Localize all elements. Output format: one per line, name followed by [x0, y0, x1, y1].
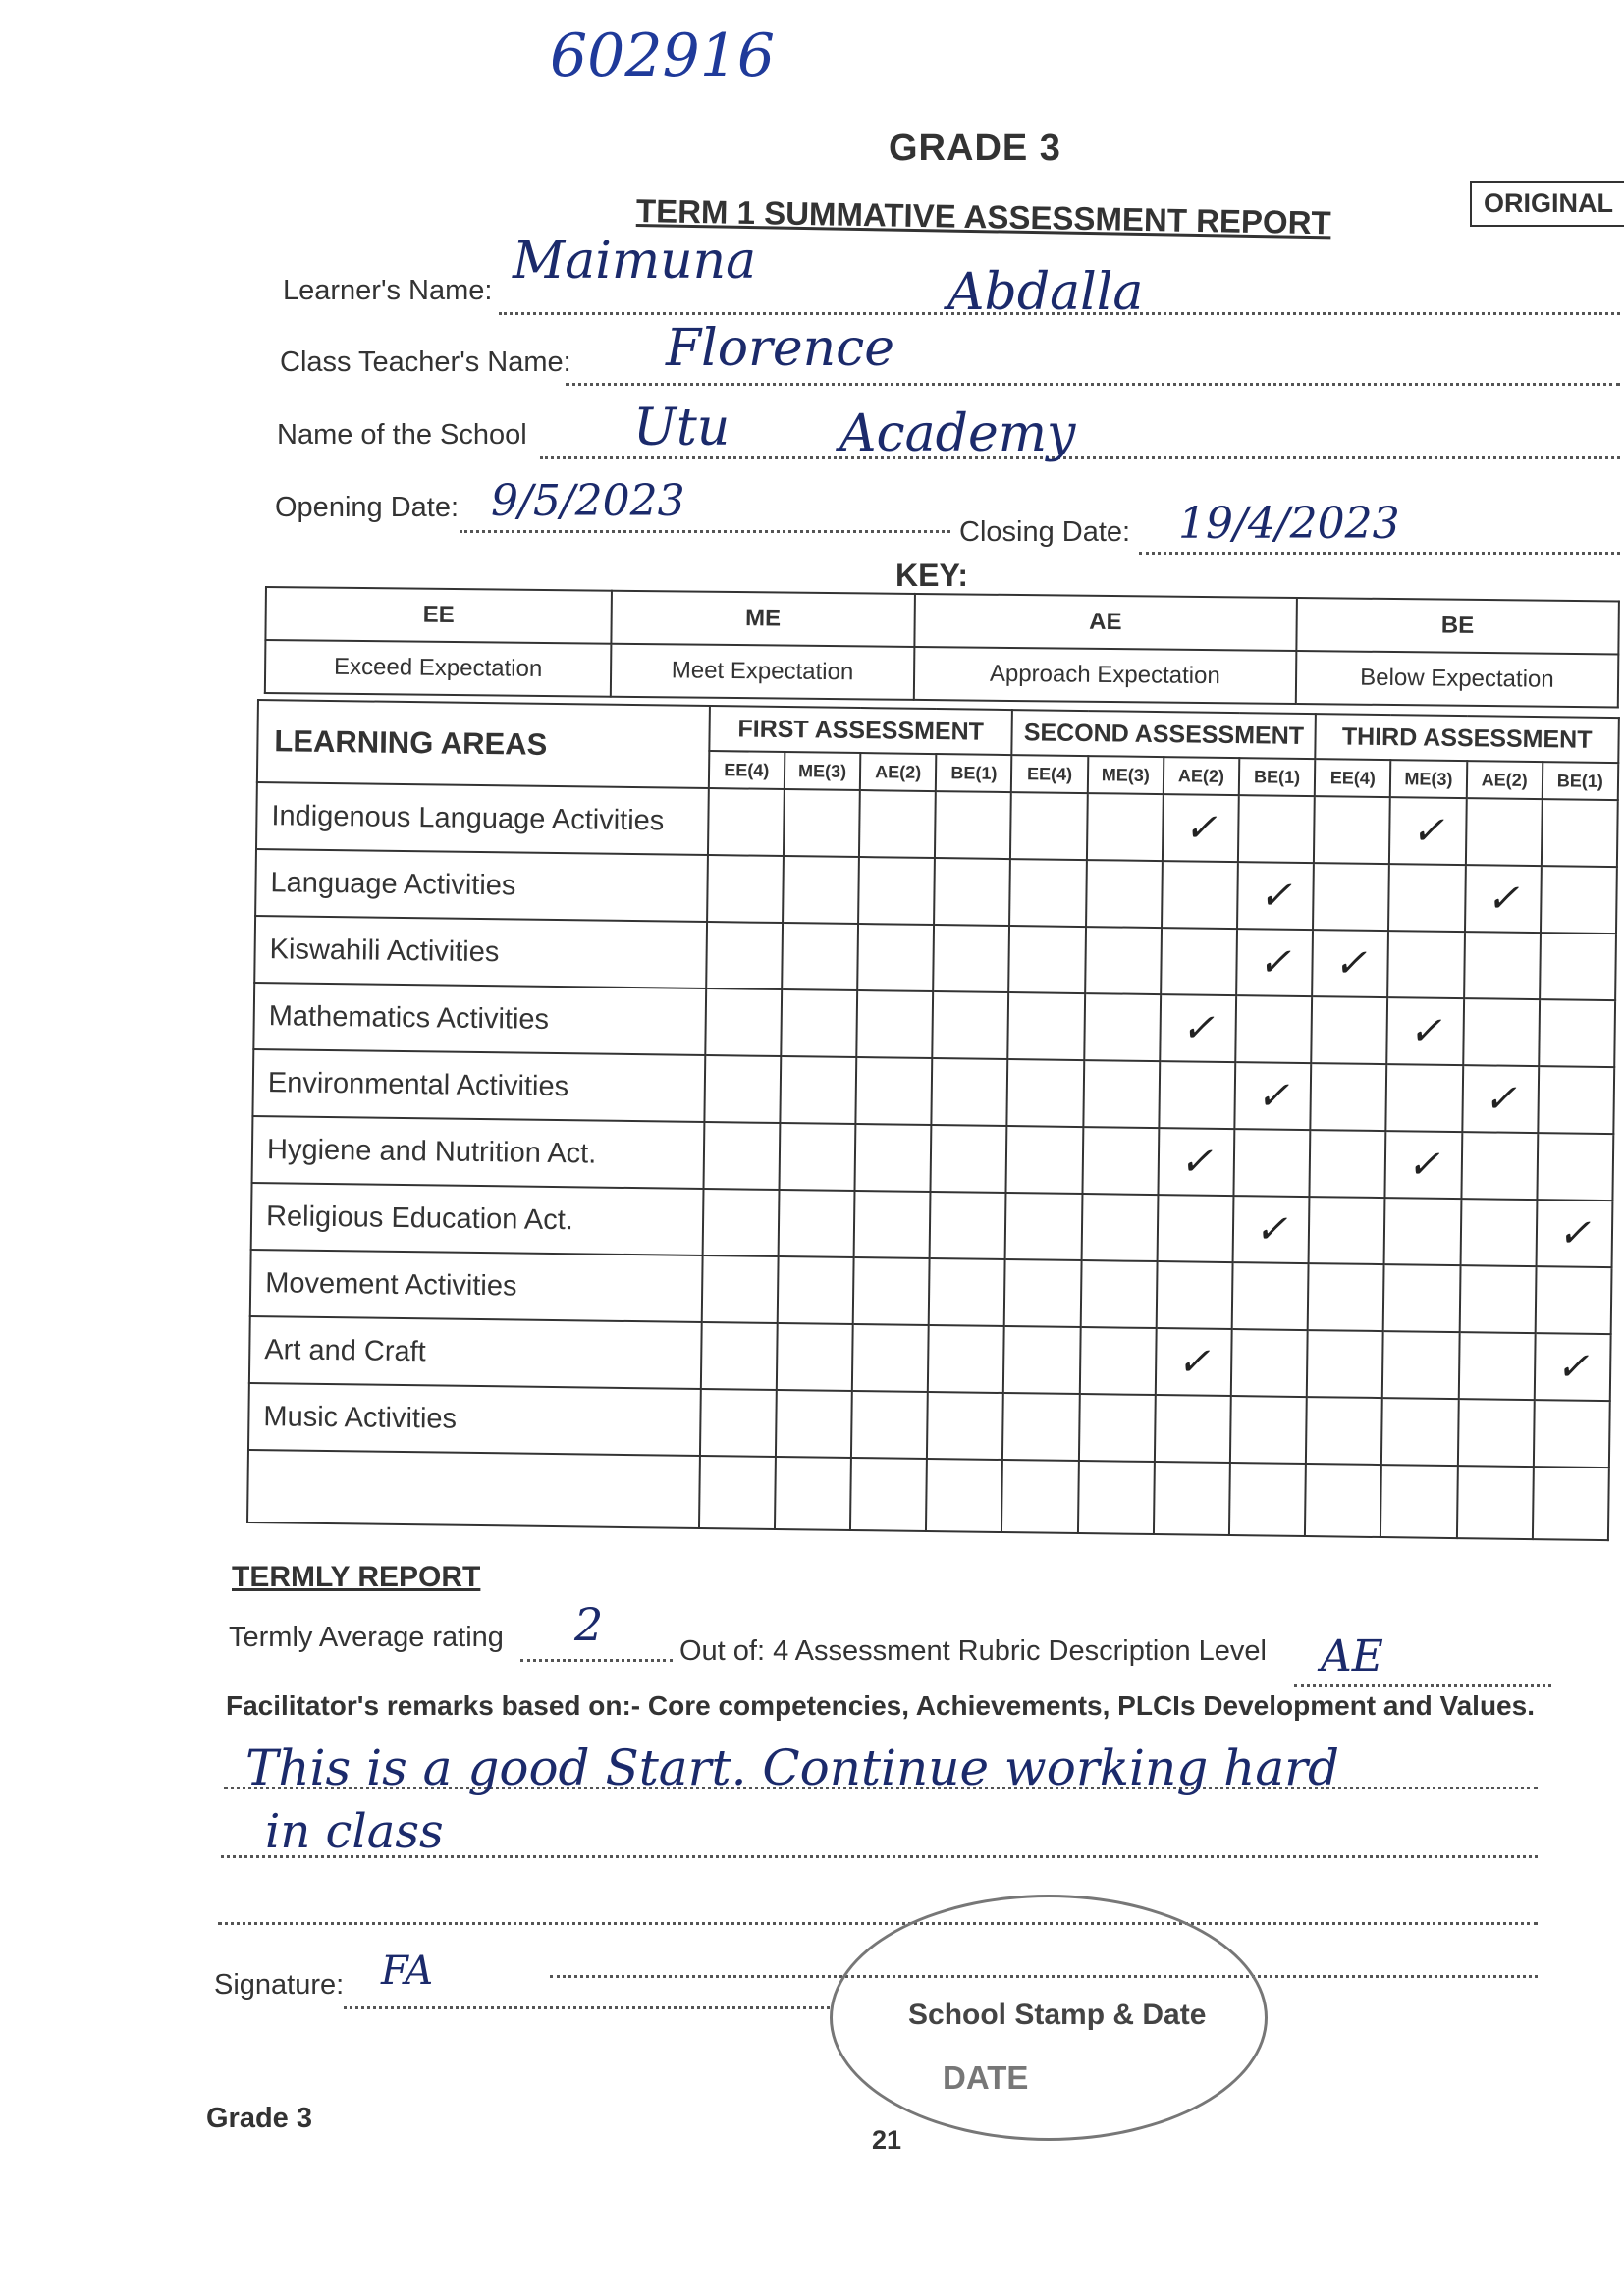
rating-cell [706, 922, 783, 989]
remarks-text-2: in class [265, 1804, 444, 1859]
learning-area-name: Religious Education Act. [251, 1183, 704, 1255]
rating-cell: ✓ [1536, 1200, 1612, 1267]
rating-cell [1311, 1063, 1387, 1131]
rating-cell: ✓ [1236, 929, 1313, 996]
rating-cell [704, 1055, 781, 1123]
rating-cell [934, 858, 1010, 926]
opening-date-line [460, 530, 950, 533]
level-value: AE [1321, 1631, 1383, 1682]
rating-cell [930, 1192, 1006, 1259]
second-assessment-heading: SECOND ASSESSMENT [1012, 710, 1316, 759]
rating-cell [1538, 1066, 1614, 1134]
rating-cell [1457, 1399, 1534, 1467]
rating-cell [852, 1324, 929, 1392]
learning-area-name: Indigenous Language Activities [256, 782, 709, 855]
rating-cell [855, 1124, 932, 1192]
learning-area-name: Kiswahili Activities [254, 916, 707, 988]
rating-cell [932, 1058, 1008, 1126]
rating-cell [1087, 793, 1164, 861]
opening-date: 9/5/2023 [491, 476, 685, 526]
signature-label: Signature: [214, 1969, 345, 2001]
rating-cell [1533, 1467, 1609, 1540]
rating-cell [1009, 926, 1086, 993]
key-meaning-ee: Exceed Expectation [265, 640, 612, 697]
rating-cell [855, 1057, 932, 1125]
rating-cell [1233, 1129, 1310, 1197]
remarks-text-1: This is a good Start. Continue working hard [245, 1739, 1340, 1796]
rating-cell [1007, 1059, 1084, 1127]
rating-cell [1081, 1194, 1158, 1261]
school-name-word1: Utu [633, 399, 731, 457]
rating-cell [1003, 1326, 1080, 1394]
closing-date-line [1139, 552, 1620, 555]
rating-cell [782, 923, 858, 990]
rating-cell [707, 855, 784, 923]
rating-cell [1383, 1264, 1460, 1332]
document-number: 602916 [550, 22, 776, 90]
rating-cell [1465, 798, 1542, 866]
rating-cell [1155, 1395, 1231, 1463]
key-table [264, 586, 1620, 708]
rating-cell [1464, 932, 1541, 999]
rating-cell [931, 1125, 1007, 1193]
opening-date-label: Opening Date: [275, 492, 460, 523]
rating-cell [1157, 1261, 1233, 1329]
school-name-label: Name of the School [277, 419, 527, 451]
teacher-name: Florence [666, 319, 895, 378]
rating-cell: ✓ [1462, 1065, 1539, 1133]
termly-average-label: Termly Average rating [229, 1622, 504, 1653]
signature-line [344, 2006, 830, 2009]
rating-cell [781, 989, 857, 1057]
rating-cell [1461, 1132, 1538, 1200]
learner-name-label: Learner's Name: [283, 275, 493, 306]
rating-cell [1535, 1266, 1611, 1334]
page-number: 21 [872, 2125, 902, 2155]
rating-cell [703, 1122, 780, 1190]
rating-cell [1078, 1461, 1155, 1534]
sub-column-heading: AE(2) [860, 753, 937, 791]
sub-column-heading: AE(2) [1466, 761, 1543, 799]
rating-cell [1307, 1330, 1383, 1398]
learner-last-name: Abdalla [947, 263, 1144, 322]
report-title: TERM 1 SUMMATIVE ASSESSMENT REPORT [635, 192, 1331, 241]
closing-date: 19/4/2023 [1178, 499, 1400, 549]
assessment-table [246, 699, 1620, 1541]
rating-cell [778, 1256, 854, 1324]
rating-cell [780, 1056, 856, 1124]
rating-cell [1083, 1060, 1160, 1128]
rating-cell [1235, 995, 1312, 1063]
rating-cell [701, 1322, 778, 1390]
rating-cell [1540, 933, 1616, 1000]
rating-cell [1079, 1327, 1156, 1395]
sub-column-heading: BE(1) [936, 754, 1012, 792]
rating-cell [1386, 1064, 1463, 1132]
rating-cell [776, 1390, 852, 1458]
key-code-me: ME [612, 591, 915, 647]
rating-cell [1159, 1061, 1235, 1129]
rating-cell [1456, 1466, 1533, 1539]
rating-cell [778, 1190, 854, 1257]
rating-cell [1314, 796, 1390, 864]
closing-date-label: Closing Date: [959, 516, 1131, 548]
key-heading: KEY: [895, 558, 969, 593]
rating-cell [853, 1257, 930, 1325]
grade-heading: GRADE 3 [889, 128, 1061, 169]
sub-column-heading: ME(3) [1390, 760, 1467, 798]
rating-cell [1230, 1396, 1307, 1464]
rating-cell [1085, 927, 1162, 994]
learning-area-name: Environmental Activities [252, 1049, 705, 1122]
teacher-name-line [566, 383, 1620, 386]
rating-cell: ✓ [1389, 797, 1466, 865]
sub-column-heading: ME(3) [1087, 756, 1164, 794]
rating-cell [1306, 1397, 1382, 1465]
rating-cell [1388, 864, 1465, 932]
rating-cell [1010, 792, 1087, 860]
out-of-label: Out of: 4 Assessment Rubric Description Level [679, 1635, 1267, 1667]
key-meaning-ae: Approach Expectation [914, 647, 1297, 704]
rating-cell [1311, 996, 1387, 1064]
sub-column-heading: BE(1) [1543, 762, 1619, 800]
rating-cell [857, 924, 934, 991]
rating-cell [858, 857, 935, 925]
rating-cell [1387, 931, 1464, 998]
rating-cell [1238, 795, 1315, 863]
rating-cell [1229, 1463, 1306, 1536]
rating-cell [1463, 998, 1540, 1066]
sub-column-heading: EE(4) [709, 751, 785, 789]
rating-cell [854, 1191, 931, 1258]
facilitator-remarks-label: Facilitator's remarks based on:- Core competencies, Achievements, PLCIs Development and Values. [226, 1690, 1535, 1721]
rating-cell: ✓ [1158, 1128, 1234, 1196]
rating-cell [1004, 1259, 1081, 1327]
rating-cell [708, 788, 785, 856]
footer-grade: Grade 3 [206, 2103, 312, 2134]
rating-cell [777, 1323, 853, 1391]
teacher-name-label: Class Teacher's Name: [280, 347, 571, 378]
key-code-ee: EE [265, 587, 612, 644]
level-line [1294, 1684, 1551, 1687]
rating-cell [1309, 1197, 1385, 1264]
rating-cell [850, 1458, 927, 1531]
rating-cell [1084, 993, 1161, 1061]
rating-cell: ✓ [1234, 1062, 1311, 1130]
sub-column-heading: EE(4) [1315, 759, 1391, 797]
rating-cell [1231, 1329, 1308, 1397]
rating-cell [1086, 860, 1163, 928]
rating-cell: ✓ [1233, 1196, 1310, 1263]
rating-cell: ✓ [1237, 862, 1314, 930]
rating-cell [783, 856, 859, 924]
rating-cell [1161, 928, 1237, 995]
rating-cell [1380, 1465, 1457, 1538]
sub-column-heading: BE(1) [1239, 758, 1316, 796]
rating-cell [1154, 1462, 1230, 1535]
rating-cell [1082, 1127, 1159, 1195]
rating-cell [1459, 1265, 1536, 1333]
rating-cell [1534, 1400, 1610, 1468]
signature-value: FA [381, 1949, 434, 1994]
learning-area-name [247, 1450, 700, 1528]
rating-cell [935, 791, 1011, 859]
learning-area-name: Movement Activities [250, 1250, 703, 1322]
school-name-word2: Academy [839, 404, 1076, 463]
rating-cell: ✓ [1387, 997, 1464, 1065]
rating-cell [1384, 1198, 1461, 1265]
rating-cell [929, 1258, 1005, 1326]
rating-cell [1305, 1464, 1381, 1537]
termly-average-value: 2 [574, 1598, 604, 1651]
rating-cell [1001, 1460, 1078, 1533]
learner-first-name: Maimuna [513, 232, 757, 291]
rating-cell [851, 1391, 928, 1459]
rating-cell [926, 1459, 1002, 1532]
rating-cell [1006, 1126, 1083, 1194]
learning-area-name: Art and Craft [249, 1316, 702, 1389]
third-assessment-heading: THIRD ASSESSMENT [1315, 714, 1618, 763]
rating-cell: ✓ [1160, 994, 1236, 1062]
rating-cell [927, 1392, 1003, 1460]
stamp-date-label: DATE [943, 2059, 1029, 2096]
termly-report-heading: TERMLY REPORT [232, 1561, 481, 1593]
rating-cell [1232, 1262, 1309, 1330]
rating-cell [1537, 1133, 1613, 1201]
rating-cell [1381, 1398, 1458, 1466]
key-code-ae: AE [914, 594, 1297, 651]
rating-cell [1002, 1393, 1079, 1461]
learning-area-name: Language Activities [255, 849, 708, 922]
learning-area-name: Mathematics Activities [253, 983, 706, 1055]
sub-column-heading: ME(3) [785, 752, 861, 790]
rating-cell: ✓ [1385, 1131, 1462, 1199]
rating-cell [705, 988, 782, 1056]
rating-cell [1157, 1195, 1233, 1262]
rating-cell [699, 1456, 776, 1529]
rating-cell [1308, 1263, 1384, 1331]
rating-cell: ✓ [1465, 865, 1542, 933]
rating-cell [1008, 992, 1085, 1060]
rating-cell [933, 925, 1009, 992]
key-meaning-me: Meet Expectation [611, 644, 914, 700]
rating-cell [1541, 866, 1617, 934]
rating-cell [1009, 859, 1086, 927]
remarks-line-3 [218, 1922, 1538, 1925]
stamp-label: School Stamp & Date [908, 1999, 1207, 2031]
first-assessment-heading: FIRST ASSESSMENT [709, 706, 1012, 755]
termly-average-line [520, 1659, 673, 1662]
original-badge: ORIGINAL [1470, 181, 1624, 227]
rating-cell: ✓ [1156, 1328, 1232, 1396]
rating-cell [859, 790, 936, 858]
rating-cell: ✓ [1163, 794, 1239, 862]
rating-cell [779, 1123, 855, 1191]
rating-cell: ✓ [1312, 930, 1388, 997]
rating-cell [1313, 863, 1389, 931]
sub-column-heading: AE(2) [1164, 757, 1240, 795]
rating-cell [784, 789, 860, 857]
rating-cell [1460, 1199, 1537, 1266]
rating-cell: ✓ [1535, 1333, 1611, 1401]
rating-cell [1382, 1331, 1459, 1399]
rating-cell [1080, 1260, 1157, 1328]
rating-cell [775, 1457, 851, 1530]
rating-cell [1539, 999, 1615, 1067]
rating-cell [1542, 799, 1618, 867]
rating-cell [933, 991, 1009, 1059]
learning-areas-heading: LEARNING AREAS [257, 700, 710, 788]
learning-area-name: Music Activities [248, 1383, 701, 1456]
sub-column-heading: EE(4) [1011, 755, 1088, 793]
rating-cell [1310, 1130, 1386, 1198]
rating-cell [1005, 1193, 1082, 1260]
rating-cell [1079, 1394, 1156, 1462]
rating-cell [1162, 861, 1238, 929]
rating-cell [928, 1325, 1004, 1393]
learning-area-name: Hygiene and Nutrition Act. [252, 1116, 705, 1189]
key-code-be: BE [1296, 598, 1619, 654]
rating-cell [700, 1389, 777, 1457]
rating-cell [702, 1189, 779, 1256]
rating-cell [701, 1255, 778, 1323]
rating-cell [1458, 1332, 1535, 1400]
rating-cell [856, 990, 933, 1058]
key-meaning-be: Below Expectation [1296, 651, 1619, 707]
